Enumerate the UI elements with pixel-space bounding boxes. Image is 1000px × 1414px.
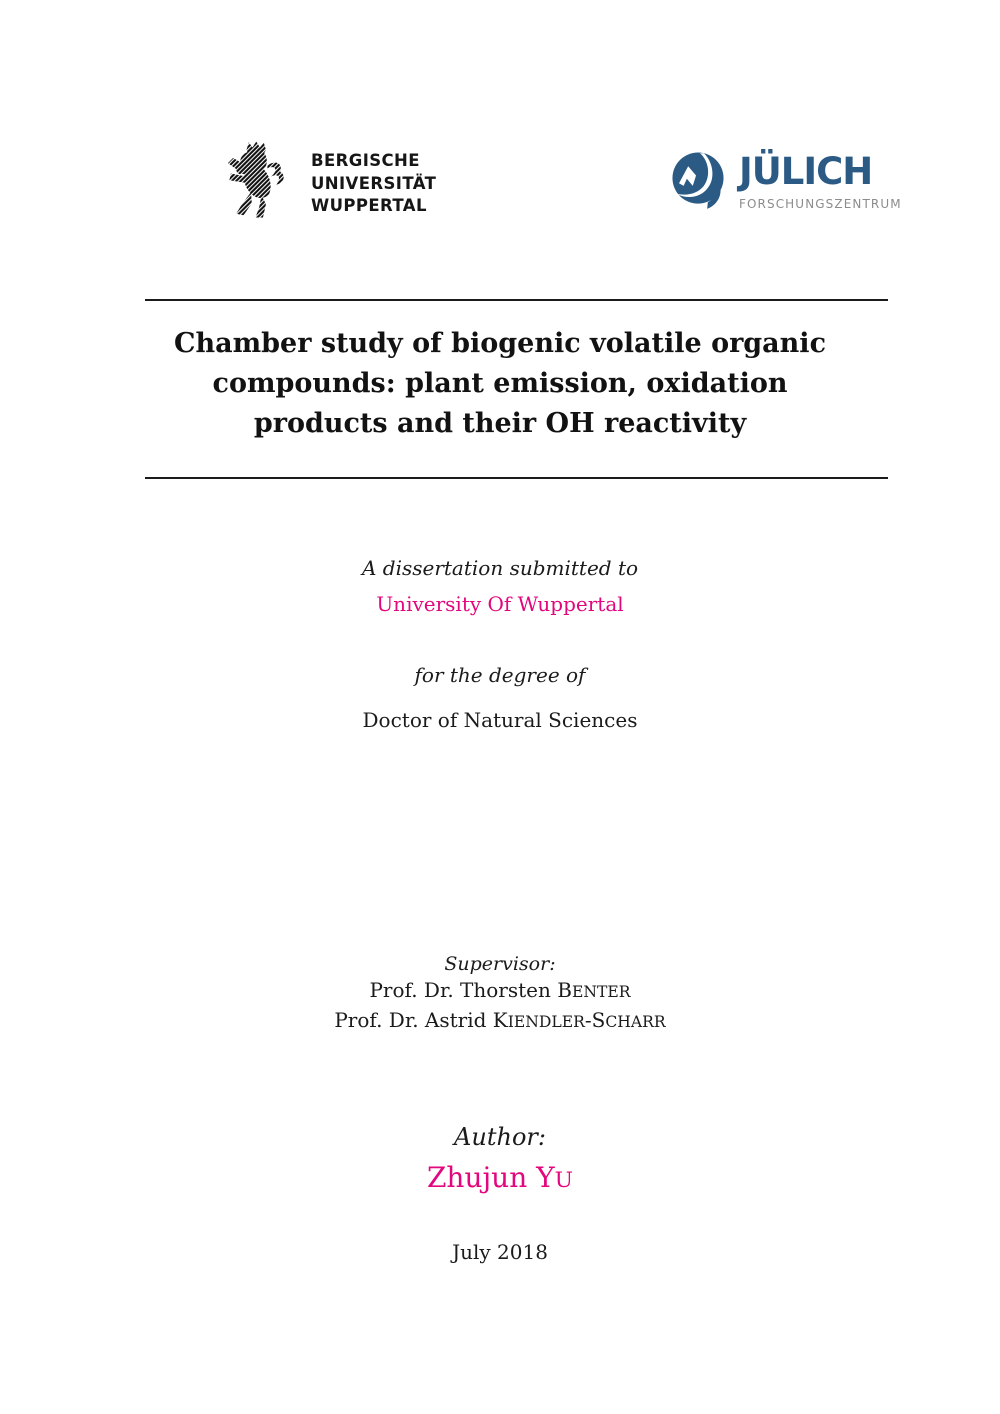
title-rule-top	[145, 299, 888, 301]
supervisor-names	[0, 977, 1000, 1036]
supervisor-name-2: Prof. Dr. Astrid KIENDLER-SCHARR	[334, 1007, 666, 1032]
header-logo-row	[0, 0, 1000, 260]
juelich-seal-icon	[665, 146, 731, 218]
date: July 2018	[452, 1240, 548, 1264]
juelich-logo	[665, 146, 902, 218]
wuppertal-line-1: BERGISCHE	[311, 151, 420, 170]
title-line-2: compounds: plant emission, oxidation	[212, 368, 788, 399]
author-name: Zhujun YU	[426, 1161, 574, 1194]
degree-intro: for the degree of	[414, 663, 586, 687]
wuppertal-line-3: WUPPERTAL	[311, 196, 427, 215]
wuppertal-logo	[213, 140, 436, 222]
author-label: Author:	[454, 1123, 546, 1151]
title-rule-bottom	[145, 477, 888, 479]
supervisor-name-1: Prof. Dr. Thorsten BENTER	[369, 978, 631, 1002]
degree-name: Doctor of Natural Sciences	[362, 708, 638, 732]
wuppertal-lion-icon	[213, 140, 295, 222]
submission-intro: A dissertation submitted to	[361, 556, 639, 580]
university-name: University Of Wuppertal	[376, 592, 624, 616]
juelich-wordmark	[739, 146, 902, 211]
wuppertal-wordmark	[311, 150, 436, 218]
title-line-1: Chamber study of biogenic volatile organic	[173, 328, 827, 359]
supervisor-label: Supervisor:	[444, 953, 556, 975]
wuppertal-line-2: UNIVERSITÄT	[311, 173, 437, 193]
title-line-3: products and their OH reactivity	[253, 408, 747, 439]
juelich-subtitle: FORSCHUNGSZENTRUM	[739, 197, 902, 211]
dissertation-title	[0, 324, 1000, 444]
juelich-name: JÜLICH	[739, 150, 873, 193]
